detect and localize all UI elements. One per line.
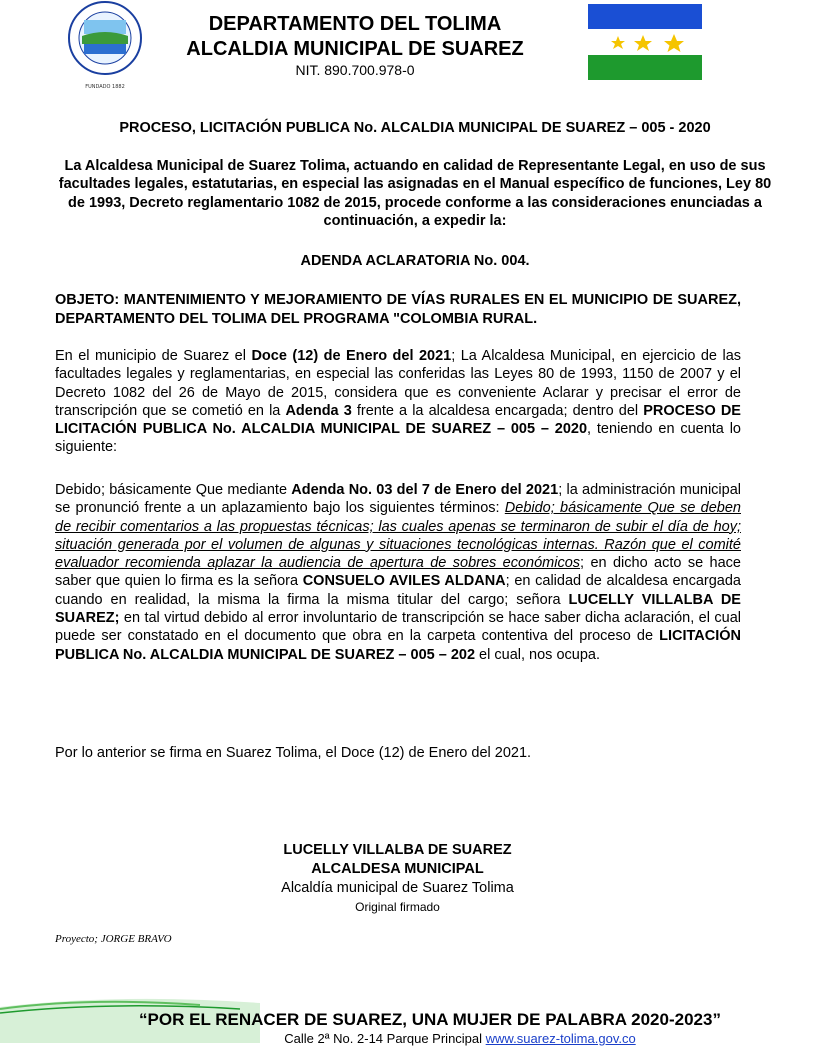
p1-text-a: En el municipio de Suarez el — [55, 348, 252, 364]
p2-text-a: Debido; básicamente Que mediante — [55, 482, 292, 498]
p1-text-e: frente a la alcaldesa encargada; dentro del — [351, 402, 644, 419]
p2-text-c: ; la administración municipal se pronunció frente a un aplazamiento bajo los siguientes términos: — [55, 482, 741, 517]
p2-text-i: en tal virtud debido al error involuntario de transcripción se hace saber dicha aclaración, el cual puede ser constatado en el documento que obra en la carpeta contentiva del proceso de — [55, 610, 741, 645]
p2-consuelo: CONSUELO AVILES ALDANA — [302, 573, 506, 590]
footer-website-link[interactable]: www.suarez-tolima.gov.co — [485, 1031, 636, 1046]
objeto-paragraph: OBJETO: MANTENIMIENTO Y MEJORAMIENTO DE VÍAS RURALES EN EL MUNICIPIO DE SUAREZ, DEPARTAMENTO DEL TOLIMA DEL PROGRAMA "COLOMBIA RURAL. — [55, 292, 741, 327]
p1-adenda: Adenda 3 — [285, 402, 352, 419]
signature-role: ALCALDESA MUNICIPAL — [311, 861, 484, 877]
footer-address-text: Calle 2ª No. 2-14 Parque Principal — [284, 1031, 486, 1046]
p2-licitacion: LICITACIÓN PUBLICA No. ALCALDIA MUNICIPAL DE SUAREZ – 005 – 202 — [55, 628, 741, 663]
footer-address — [200, 1031, 720, 1046]
paragraph-3: Por lo anterior se firma en Suarez Tolima, el Doce (12) de Enero del 2021. — [55, 745, 532, 761]
footer-slogan: “POR EL RENACER DE SUAREZ, UNA MUJER DE PALABRA 2020-2023” — [139, 1010, 721, 1029]
svg-text:FUNDADO 1882: FUNDADO 1882 — [85, 84, 125, 90]
p2-text-k: el cual, nos ocupa. — [475, 646, 600, 663]
municipal-seal-icon — [62, 0, 148, 92]
paragraph-2 — [55, 481, 741, 664]
adenda-title: ADENDA ACLARATORIA No. 004. — [300, 253, 530, 269]
proceso-title: PROCESO, LICITACIÓN PUBLICA No. ALCALDIA MUNICIPAL DE SUAREZ – 005 - 2020 — [119, 120, 711, 136]
header-alcaldia: ALCALDIA MUNICIPAL DE SUAREZ — [186, 38, 524, 60]
p1-text-c: ; La Alcaldesa Municipal, en ejercicio de las facultades legales y reglamentarias, en especial las conferidas las Leyes 80 de 1993, 1150 de 2007 y el Decreto 1082 del 26 de Mayo de 2015, considera que es conveniente Aclarar y precisar el error de transcripción que se cometió en la — [55, 348, 742, 419]
paragraph-1 — [55, 347, 741, 457]
p1-date: Doce (12) de Enero del 2021 — [251, 348, 452, 364]
p1-proceso: PROCESO DE LICITACIÓN PUBLICA No. ALCALDIA MUNICIPAL DE SUAREZ – 005 – 2020 — [55, 402, 741, 438]
header-department: DEPARTAMENTO DEL TOLIMA — [208, 13, 502, 35]
p1-text-g: , teniendo en cuenta lo siguiente: — [55, 421, 741, 456]
p2-quote: Debido; básicamente Que se deben de recibir comentarios a las propuestas técnicas; las cuales apenas se terminaron de subir el día de hoy; situación generada por el volumen de algunas y situaciones tecnológicas internas. Razón que el comité evaluador recomienda aplazar la audiencia de apertura de sobres económicos — [55, 500, 741, 572]
suarez-flag-icon — [588, 4, 702, 80]
header-nit: NIT. 890.700.978-0 — [295, 62, 415, 78]
p2-text-e: ; en dicho acto se hace saber que quien lo firma es la señora — [55, 555, 741, 590]
signature-note: Original firmado — [355, 900, 440, 914]
intro-paragraph: La Alcaldesa Municipal de Suarez Tolima, actuando en calidad de Representante Legal, en uso de sus facultades legales, estatutarias, en especial las asignadas en el Manual específico de funciones, Ley 80 de 1993, Decreto reglamentario 1082 de 2015, procede conforme a las consideraciones enunciadas a continuación, a expedir la: — [58, 158, 772, 229]
signature-institution: Alcaldía municipal de Suarez Tolima — [281, 880, 514, 896]
p2-adenda: Adenda No. 03 del 7 de Enero del 2021 — [291, 482, 559, 498]
p2-text-g: ; en calidad de alcaldesa encargada cuando en realidad, la misma la firma la misma titular del cargo; señora — [55, 573, 741, 608]
p2-lucelly: LUCELLY VILLALBA DE SUAREZ; — [55, 591, 741, 627]
signature-name: LUCELLY VILLALBA DE SUAREZ — [283, 842, 512, 858]
proyecto-note: Proyecto; JORGE BRAVO — [55, 933, 172, 945]
